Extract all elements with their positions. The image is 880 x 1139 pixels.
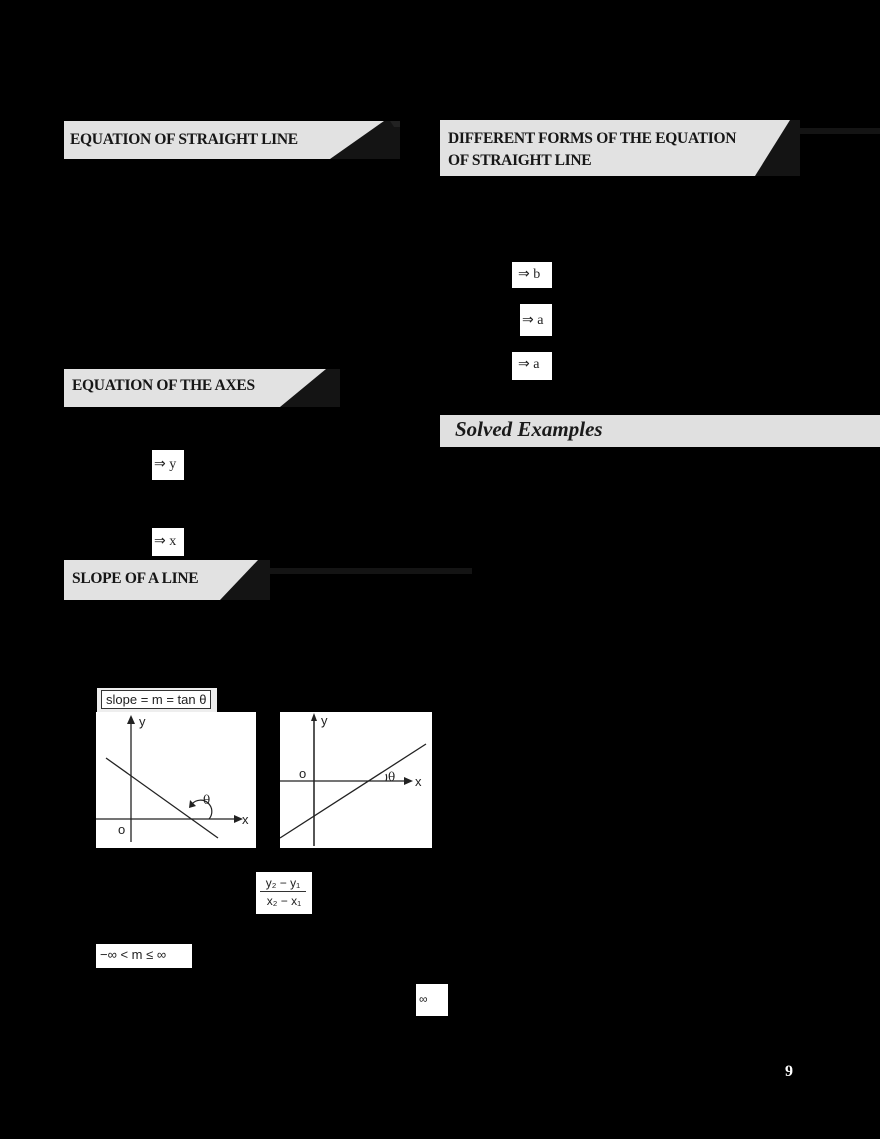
header-corner-decoration [220, 560, 480, 602]
angle-label: θ [388, 770, 396, 784]
solved-examples-banner [440, 415, 880, 447]
equation-fragment [512, 352, 552, 380]
slope-figure-acute-angle [280, 712, 432, 848]
slope-figure-obtuse-angle [96, 712, 256, 848]
y-axis-label: y [321, 713, 328, 728]
angle-label: θ [203, 793, 211, 807]
fraction-denominator: x₂ − x₁ [266, 894, 302, 908]
header-corner-decoration [280, 369, 350, 409]
fragment-text: ⇒ y [154, 457, 177, 472]
page-number: 9 [785, 1063, 793, 1080]
axis-equation-fragment-x [152, 528, 184, 556]
section-heading-line1: DIFFERENT FORMS OF THE EQUATION [448, 130, 737, 147]
infinity-fragment [416, 984, 448, 1016]
fragment-text: ⇒ x [154, 534, 177, 549]
equation-fragment [520, 304, 552, 336]
x-axis-label: x [415, 774, 422, 789]
fragment-text: ⇒ a [518, 357, 540, 372]
fragment-text: ⇒ a [522, 313, 544, 328]
slope-formula-box [97, 688, 217, 712]
axis-equation-fragment-y [152, 450, 184, 480]
infinity-symbol: ∞ [419, 992, 428, 1006]
two-point-slope-fraction [256, 872, 312, 914]
section-heading: SLOPE OF A LINE [72, 570, 199, 587]
header-corner-decoration [730, 120, 880, 180]
section-heading-line2: OF STRAIGHT LINE [448, 152, 592, 169]
section-heading: EQUATION OF THE AXES [72, 377, 255, 394]
x-axis-label: x [242, 812, 249, 827]
solved-examples-heading: Solved Examples [455, 417, 603, 441]
slope-range: −∞ < m ≤ ∞ [100, 947, 167, 962]
slope-range-box [96, 944, 192, 968]
origin-label: o [118, 822, 126, 837]
slope-formula: slope = m = tan θ [101, 690, 211, 709]
fraction-numerator: y₂ − y₁ [260, 876, 306, 892]
equation-fragment [512, 262, 552, 288]
section-heading: EQUATION OF STRAIGHT LINE [70, 131, 298, 148]
y-axis-label: y [139, 714, 146, 729]
header-corner-decoration [320, 121, 400, 161]
origin-label: o [299, 766, 307, 781]
fragment-text: ⇒ b [518, 267, 541, 282]
